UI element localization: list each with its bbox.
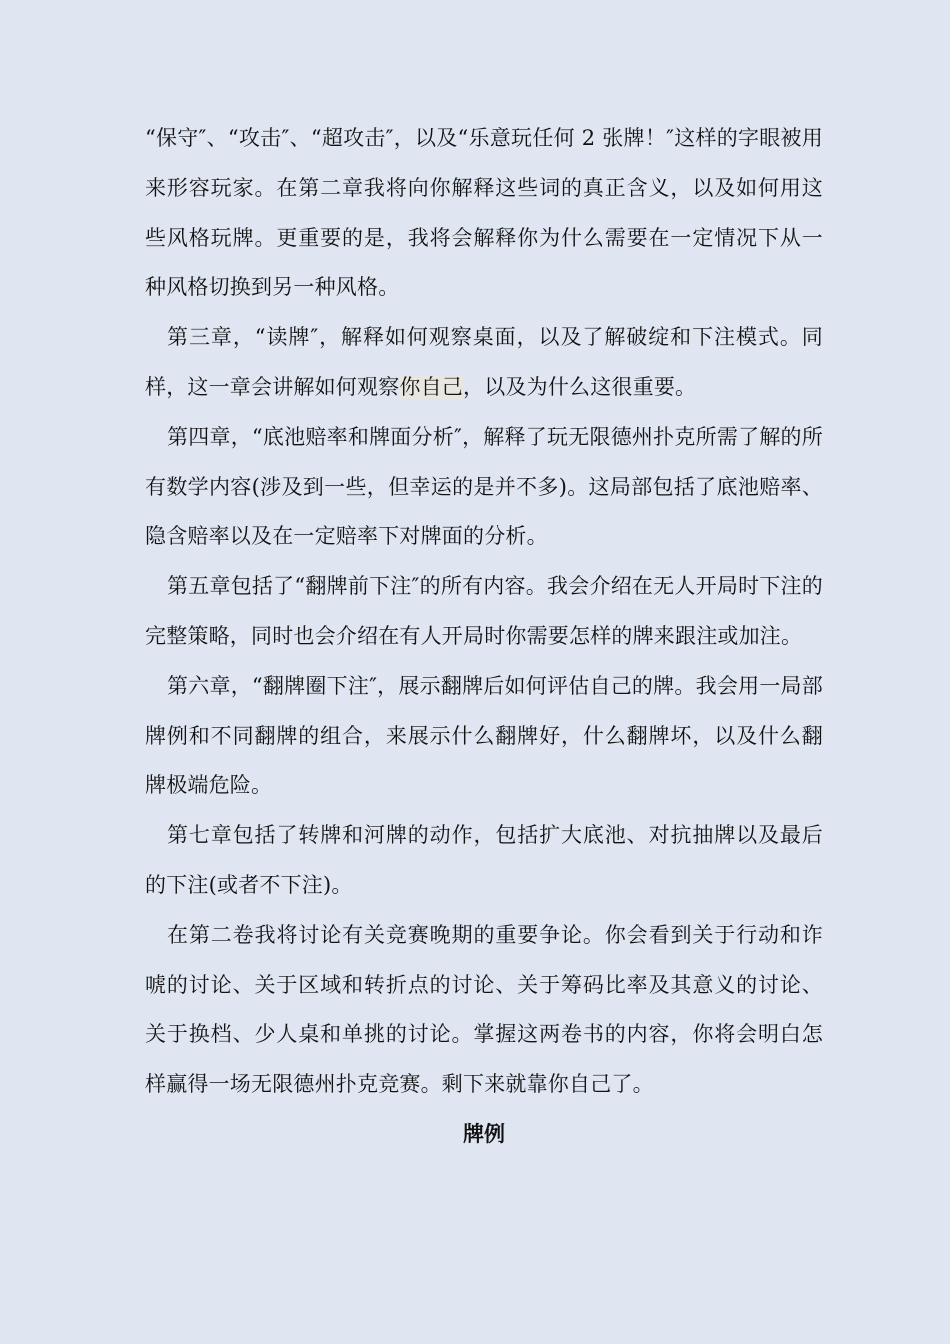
highlighted-text: 你自己: [399, 374, 464, 399]
paragraph-chapter-3: [145, 313, 823, 413]
paragraph-chapter-5: 第五章包括了“翻牌前下注″的所有内容。我会介绍在无人开局时下注的完整策略，同时也会介绍在有人开局时你需要怎样的牌来跟注或加注。: [145, 574, 823, 648]
chapter-3-text-before: 第三章，“读牌″，解释如何观察桌面，以及了解破绽和下注模式。同样，这一章会讲解如何观察: [145, 325, 823, 399]
chapter-3-text-after: ，以及为什么这很重要。: [463, 374, 697, 399]
paragraph-chapter-6: 第六章，“翻牌圈下注″，展示翻牌后如何评估自己的牌。我会用一局部牌例和不同翻牌的组合，来展示什么翻牌好，什么翻牌坏，以及什么翻牌极端危险。: [145, 673, 823, 798]
paragraph-chapter-7: 第七章包括了转牌和河牌的动作，包括扩大底池、对抗抽牌以及最后的下注(或者不下注)。: [145, 823, 823, 897]
paragraph-chapter-4: 第四章，“底池赔率和牌面分析″，解释了玩无限德州扑克所需了解的所有数学内容(涉及到一些，但幸运的是并不多)。这局部包括了底池赔率、隐含赔率以及在一定赔率下对牌面的分析。: [145, 424, 823, 549]
document-body: [145, 114, 823, 1160]
paragraph-styles: “保守″、“攻击″、“超攻击″，以及“乐意玩任何 2 张牌！″这样的字眼被用来形容玩家。在第二章我将向你解释这些词的真正含义，以及如何用这些风格玩牌。更重要的是，我将会解释你为什么需要在一定情况下从一种风格切换到另一种风格。: [145, 126, 823, 300]
paragraph-volume-2: 在第二卷我将讨论有关竞赛晚期的重要争论。你会看到关于行动和诈唬的讨论、关于区域和转折点的讨论、关于筹码比率及其意义的讨论、关于换档、少人桌和单挑的讨论。掌握这两卷书的内容，你将会明白怎样赢得一场无限德州扑克竞赛。剩下来就靠你自己了。: [145, 922, 823, 1097]
section-heading: 牌例: [463, 1121, 505, 1146]
